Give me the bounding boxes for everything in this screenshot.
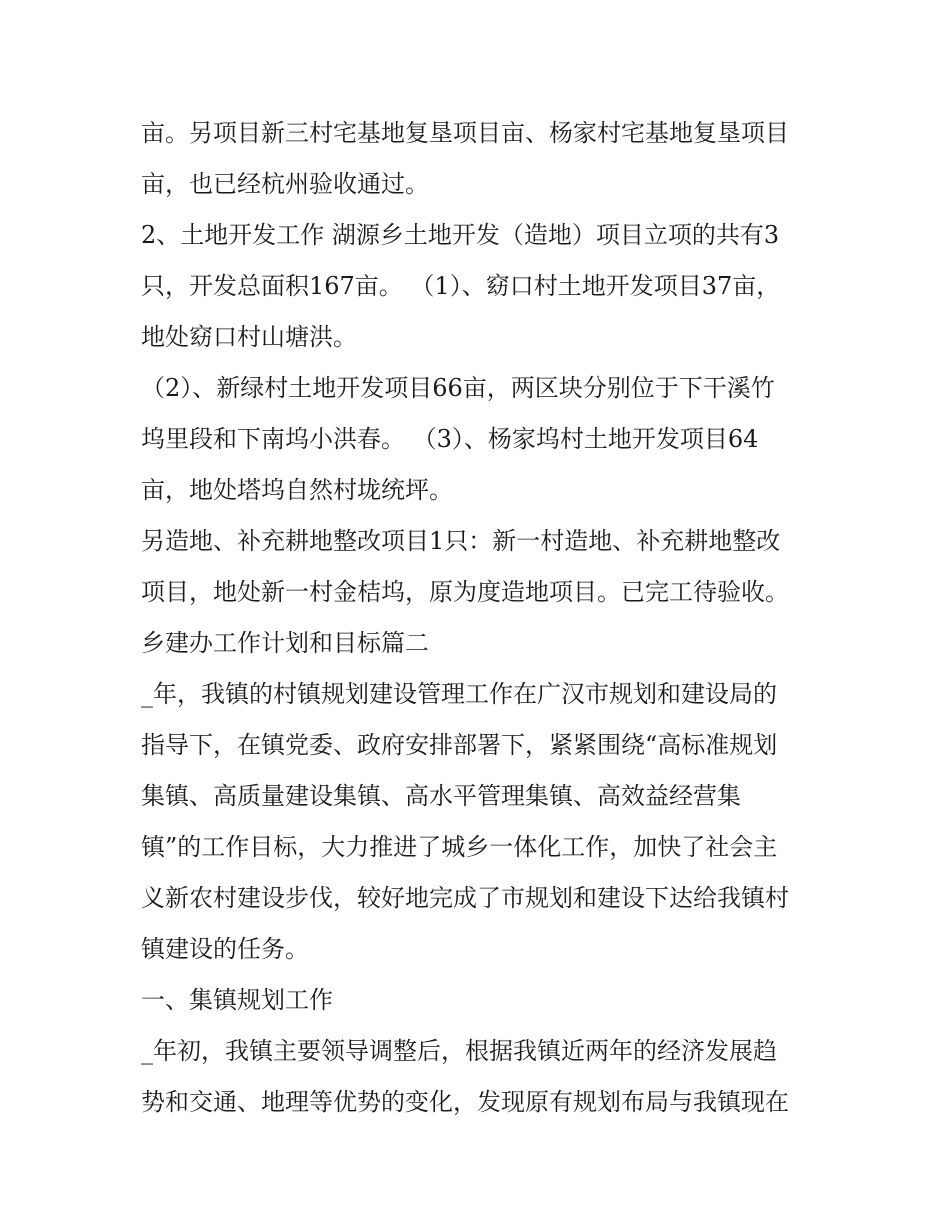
section-heading: 一、集镇规划工作 [141, 986, 333, 1014]
body-text [141, 108, 821, 1128]
text-line: 亩。另项目新三村宅基地复垦项目亩、杨家村宅基地复垦项目 [141, 119, 789, 147]
text-line: 镇”的工作目标，大力推进了城乡一体化工作，加快了社会主 [141, 833, 778, 861]
text-line: 势和交通、地理等优势的变化，发现原有规划布局与我镇现在 [141, 1088, 789, 1116]
text-line: 坞里段和下南坞小洪春。 （3）、杨家坞村土地开发项目64 [141, 425, 759, 453]
text-line: _年，我镇的村镇规划建设管理工作在广汉市规划和建设局的 [141, 680, 777, 708]
section-heading: 乡建办工作计划和目标篇二 [141, 629, 429, 657]
text-line: 义新农村建设步伐，较好地完成了市规划和建设下达给我镇村 [141, 884, 789, 912]
text-line: 项目，地处新一村金桔坞，原为度造地项目。已完工待验收。 [141, 578, 789, 606]
text-line: 只，开发总面积167亩。 （1）、窈口村土地开发项目37亩， [141, 272, 781, 300]
text-line: 地处窈口村山塘洪。 [141, 323, 357, 351]
text-line: _年初，我镇主要领导调整后，根据我镇近两年的经济发展趋 [141, 1037, 777, 1065]
text-line: （2）、新绿村土地开发项目66亩，两区块分别位于下干溪竹 [141, 374, 775, 402]
text-line: 另造地、补充耕地整改项目1只：新一村造地、补充耕地整改 [141, 527, 781, 555]
text-line: 镇建设的任务。 [141, 935, 309, 963]
text-line: 指导下，在镇党委、政府安排部署下，紧紧围绕“高标准规划 [141, 731, 778, 759]
text-line: 2、土地开发工作 湖源乡土地开发（造地）项目立项的共有3 [141, 221, 780, 249]
text-line: 亩，地处塔坞自然村垅统坪。 [141, 476, 453, 504]
text-line: 亩，也已经杭州验收通过。 [141, 170, 429, 198]
text-line: 集镇、高质量建设集镇、高水平管理集镇、高效益经营集 [141, 782, 741, 810]
